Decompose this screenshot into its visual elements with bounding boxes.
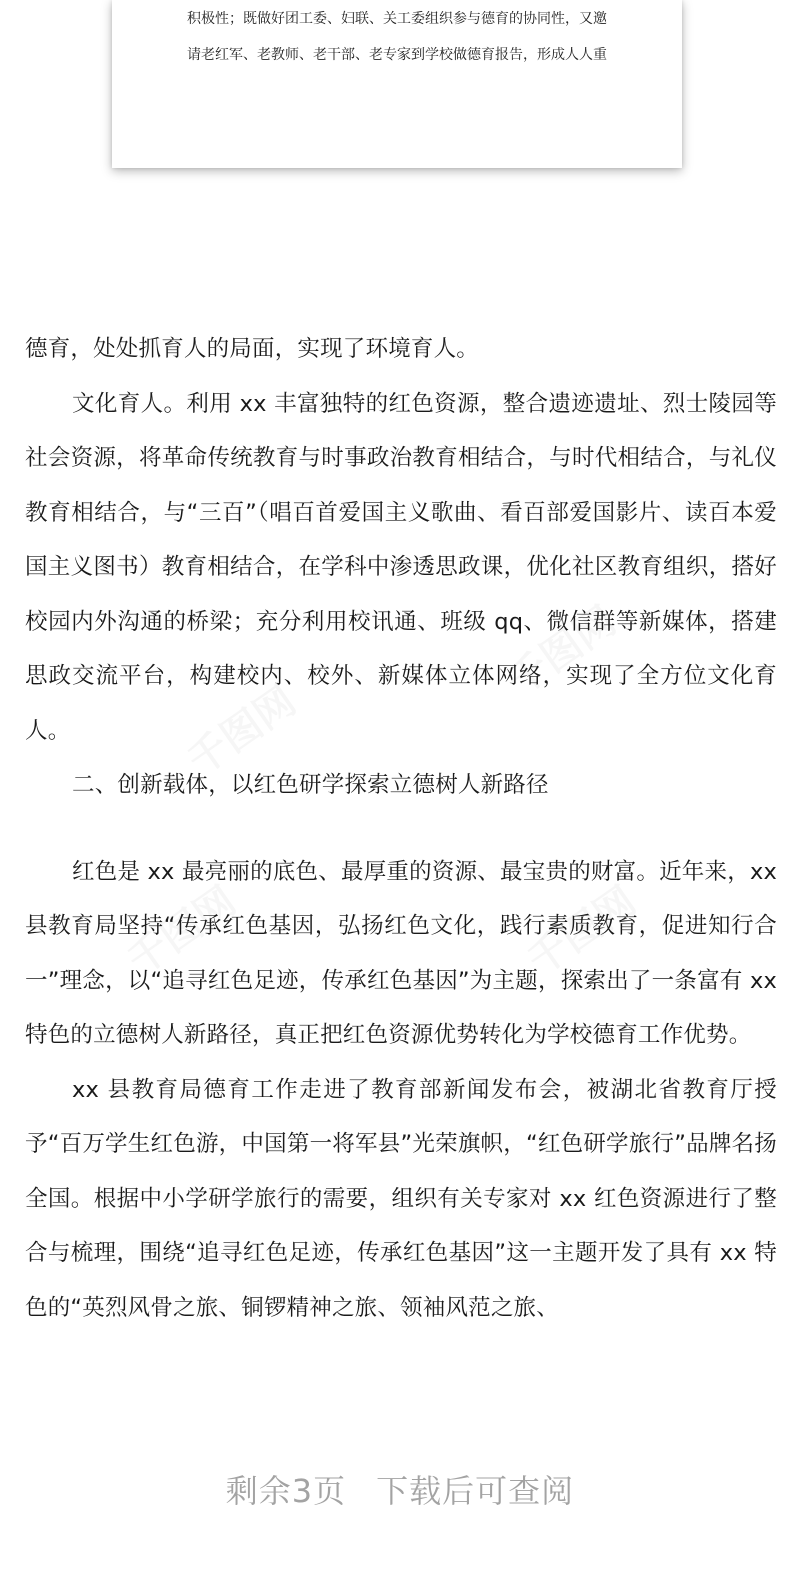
section-heading: 二、创新载体，以红色研学探索立德树人新路径 <box>72 772 549 798</box>
paragraph: 红色是 xx 最亮丽的底色、最厚重的资源、最宝贵的财富。近年来，xx 县教育局坚持“传承红色基因，弘扬红色文化，践行素质教育，促进知行合一”理念，以“追寻红色足迹，传承红色基因”为主题，探索出了一条富有 xx 特色的立德树人新路径，真正把红色资源优势转化为学校德育工作优势。 <box>25 858 777 1048</box>
paragraph: 文化育人。利用 xx 丰富独特的红色资源，整合遗迹遗址、烈士陵园等社会资源，将革命传统教育与时事政治教育相结合，与时代相结合，与礼仪教育相结合，与“三百”（唱百首爱国主义歌曲、看百部爱国影片、读百本爱国主义图书）教育相结合，在学科中渗透思政课，优化社区教育组织，搭好校园内外沟通的桥梁；充分利用校讯通、班级 qq、微信群等新媒体，搭建思政交流平台，构建校内、校外、新媒体立体网络，实现了全方位文化育人。 <box>25 390 777 744</box>
paragraph: xx 县教育局德育工作走进了教育部新闻发布会，被湖北省教育厅授予“百万学生红色游，中国第一将军县”光荣旗帜，“红色研学旅行”品牌名扬全国。根据中小学研学旅行的需要，组织有关专家对 xx 红色资源进行了整合与梳理，围绕“追寻红色足迹，传承红色基因”这一主题开发了具有 xx 特色的“英烈风骨之旅、铜锣精神之旅、领袖风范之旅、 <box>25 1076 777 1321</box>
preview-text-line: 请老红军、老教师、老干部、老专家到学校做德育报告，形成人人重 <box>187 47 607 63</box>
remaining-pages-label: 剩余3页 <box>225 1472 347 1510</box>
download-prompt[interactable] <box>0 1466 800 1512</box>
document-preview-card <box>112 0 682 168</box>
preview-text-line: 积极性；既做好团工委、妇联、关工委组织参与德育的协同性，又邀 <box>187 11 607 27</box>
download-to-view-link[interactable]: 下载后可查阅 <box>376 1472 575 1510</box>
document-body <box>25 322 777 1335</box>
paragraph: 德育，处处抓育人的局面，实现了环境育人。 <box>25 336 480 362</box>
